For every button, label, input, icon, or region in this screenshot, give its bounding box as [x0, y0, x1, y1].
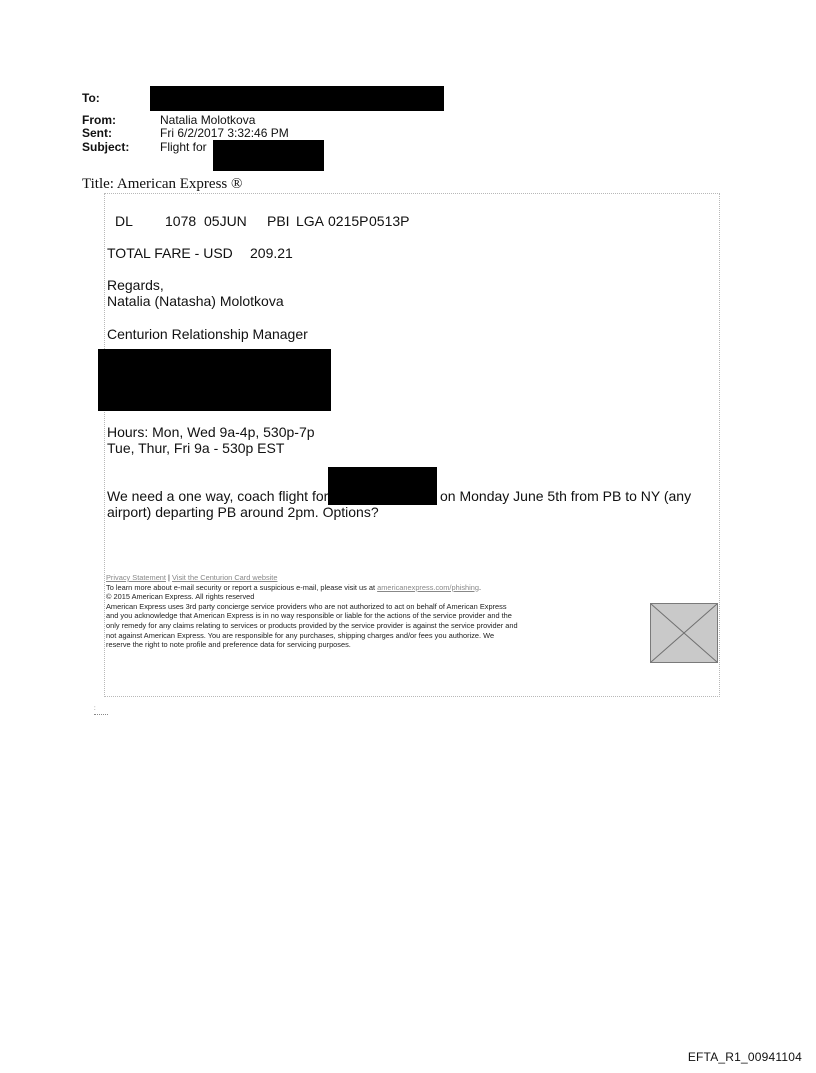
footer [106, 573, 646, 650]
from-label: From: [82, 113, 116, 127]
flight-itinerary [115, 213, 515, 229]
signer-role: Centurion Relationship Manager [107, 326, 308, 342]
to-label: To: [82, 91, 100, 105]
disclaimer-line: and you acknowledge that American Express is in no way responsible or liable for the actions of the service provider and the [106, 611, 512, 621]
request-line-2: airport) departing PB around 2pm. Options? [107, 504, 379, 520]
hours-line-2: Tue, Thur, Fri 9a - 530p EST [107, 440, 285, 456]
total-fare-label: TOTAL FARE - USD [107, 245, 233, 261]
from-value: Natalia Molotkova [160, 113, 256, 127]
phishing-link[interactable]: americanexpress.com/phishing [377, 582, 479, 592]
sent-value: Fri 6/2/2017 3:32:46 PM [160, 126, 289, 140]
total-fare-value: 209.21 [250, 245, 293, 261]
flight-origin: PBI [267, 213, 290, 229]
centurion-card-link[interactable]: Visit the Centurion Card website [172, 573, 278, 582]
flight-arrive: 0513P [369, 213, 410, 229]
sent-label: Sent: [82, 126, 112, 140]
redaction-to [150, 86, 444, 111]
broken-image-graphic [651, 604, 717, 662]
link-separator: | [168, 573, 170, 582]
flight-airline: DL [115, 213, 133, 229]
redaction-signature [98, 349, 331, 411]
redaction-passenger [328, 467, 437, 505]
learn-more-row: To learn more about e-mail security or report a suspicious e-mail, please visit us at americanexpress.com/phishing. [106, 582, 482, 592]
flight-depart: 0215P [328, 213, 369, 229]
request-part-1: We need a one way, coach flight for [107, 488, 329, 504]
title-line: Title: American Express ® [82, 176, 243, 192]
disclaimer-line: only remedy for any claims relating to services or products provided by the service provider is against the service provider and [106, 620, 518, 630]
small-mark: : [94, 706, 108, 715]
subject-label: Subject: [82, 140, 130, 154]
disclaimer-line: not against American Express. You are responsible for any purchases, shipping charges and/or fees you authorize. We [106, 630, 495, 640]
flight-date: 05JUN [204, 213, 247, 229]
request-part-2: on Monday June 5th from PB to NY (any [440, 488, 692, 504]
hours-line-1: Hours: Mon, Wed 9a-4p, 530p-7p [107, 424, 315, 440]
learn-more-text: To learn more about e-mail security or report a suspicious e-mail, please visit us at [106, 582, 376, 592]
copyright: © 2015 American Express. All rights reserved [106, 592, 255, 602]
signer-name: Natalia (Natasha) Molotkova [107, 293, 284, 309]
flight-number: 1078 [165, 213, 197, 229]
disclaimer-line: American Express uses 3rd party concierge service providers who are not authorized to act on behalf of American Express [106, 601, 507, 611]
footer-links-row [106, 573, 646, 583]
redaction-subject [213, 140, 324, 171]
bates-number: EFTA_R1_00941104 [687, 1050, 802, 1064]
subject-value: Flight for [160, 140, 207, 154]
flight-destination: LGA [296, 213, 325, 229]
broken-image-icon [650, 603, 718, 663]
privacy-statement-link[interactable]: Privacy Statement [106, 573, 166, 582]
disclaimer-line: reserve the right to note profile and preference data for servicing purposes. [106, 640, 351, 650]
regards: Regards, [107, 277, 164, 293]
